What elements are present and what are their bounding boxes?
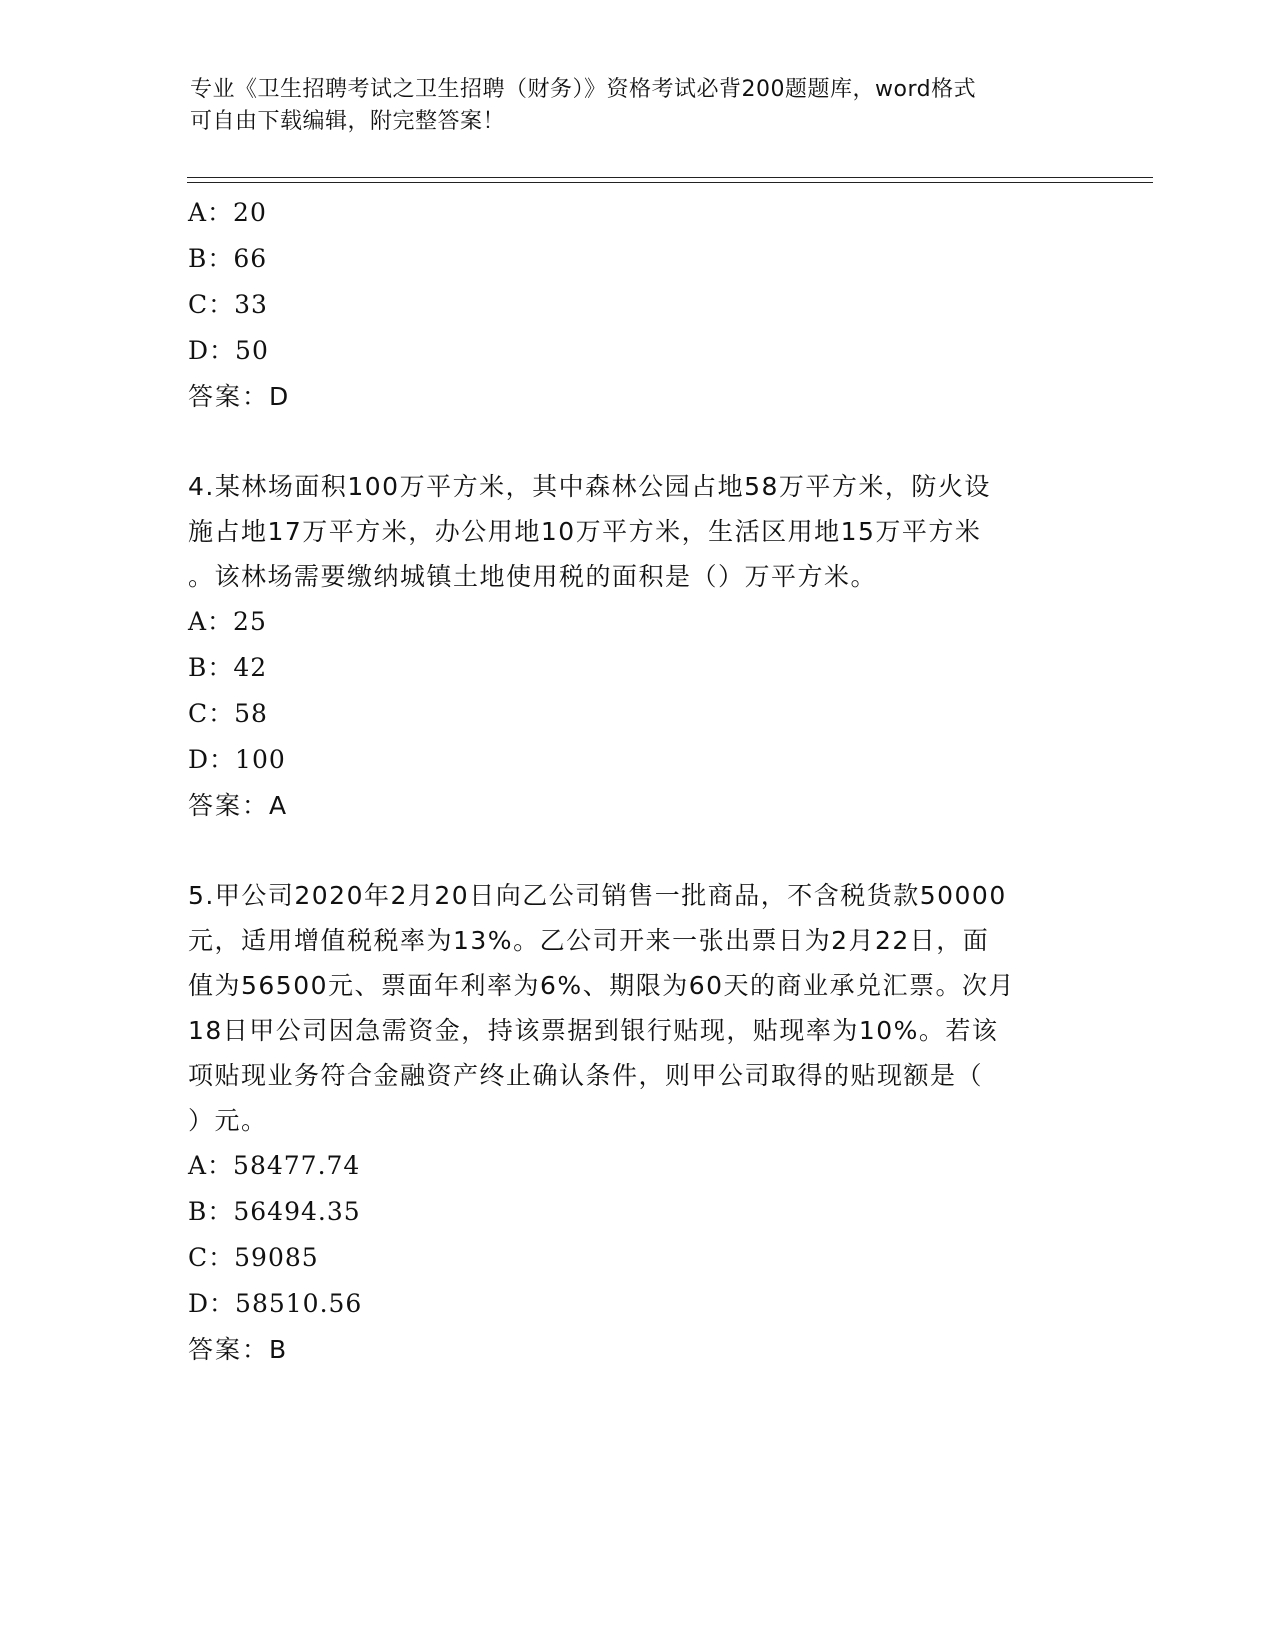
q3-answer-label: 答案： (188, 382, 270, 411)
q5-answer-value: B (269, 1335, 287, 1364)
q5-stem-line-1: 5.甲公司2020年2月20日向乙公司销售一批商品，不含税货款50000 (188, 881, 1007, 910)
q5-stem-line-4: 18日甲公司因急需资金，持该票据到银行贴现，贴现率为10%。若该 (188, 1016, 999, 1045)
q5-stem-line-3: 值为56500元、票面年利率为6%、期限为60天的商业承兑汇票。次月 (188, 971, 1016, 1000)
q5-option-b: B：56494.35 (188, 1197, 361, 1226)
q3-option-d: D：50 (188, 336, 269, 365)
q4-option-b: B：42 (188, 653, 268, 682)
q4-option-d: D：100 (188, 745, 286, 774)
question-5-block (188, 873, 1088, 1373)
q5-answer-label: 答案： (188, 1335, 270, 1364)
q4-stem-line-1: 4.某林场面积100万平方米，其中森林公园占地58万平方米，防火设 (188, 472, 991, 501)
q5-option-a: A：58477.74 (188, 1151, 361, 1180)
q4-answer (188, 783, 1088, 829)
q3-option-c: C：33 (188, 290, 268, 319)
question-3-block (188, 190, 1088, 420)
q5-answer (188, 1327, 1088, 1373)
q4-option-a: A：25 (188, 607, 267, 636)
header-title-line-2: 可自由下载编辑，附完整答案！ (190, 109, 506, 134)
header-title-line-1: 专业《卫生招聘考试之卫生招聘（财务）》资格考试必背200题题库，word格式 (190, 77, 977, 102)
q5-stem-line-2: 元，适用增值税税率为13%。乙公司开来一张出票日为2月22日，面 (188, 926, 990, 955)
q4-stem-line-2: 施占地17万平方米，办公用地10万平方米，生活区用地15万平方米 (188, 517, 982, 546)
q5-option-c: C：59085 (188, 1243, 319, 1272)
q3-option-b: B：66 (188, 244, 268, 273)
question-spacer (188, 829, 1088, 873)
q4-answer-value: A (269, 791, 287, 820)
q5-stem-line-5: 项贴现业务符合金融资产终止确认条件，则甲公司取得的贴现额是（ (188, 1061, 984, 1090)
q4-stem-line-3: 。该林场需要缴纳城镇土地使用税的面积是（）万平方米。 (188, 562, 878, 591)
q5-option-d: D：58510.56 (188, 1289, 363, 1318)
q4-option-c: C：58 (188, 699, 268, 728)
q3-answer (188, 374, 1088, 420)
question-4-block (188, 464, 1088, 829)
q4-answer-label: 答案： (188, 791, 270, 820)
q3-answer-value: D (269, 382, 289, 411)
question-spacer (188, 420, 1088, 464)
question-content (188, 190, 1088, 1373)
header-divider-bottom (187, 182, 1153, 183)
document-header (190, 74, 1090, 138)
header-divider-top (187, 177, 1153, 178)
q3-option-a: A：20 (188, 198, 267, 227)
q5-stem-line-6: ）元。 (188, 1106, 268, 1135)
